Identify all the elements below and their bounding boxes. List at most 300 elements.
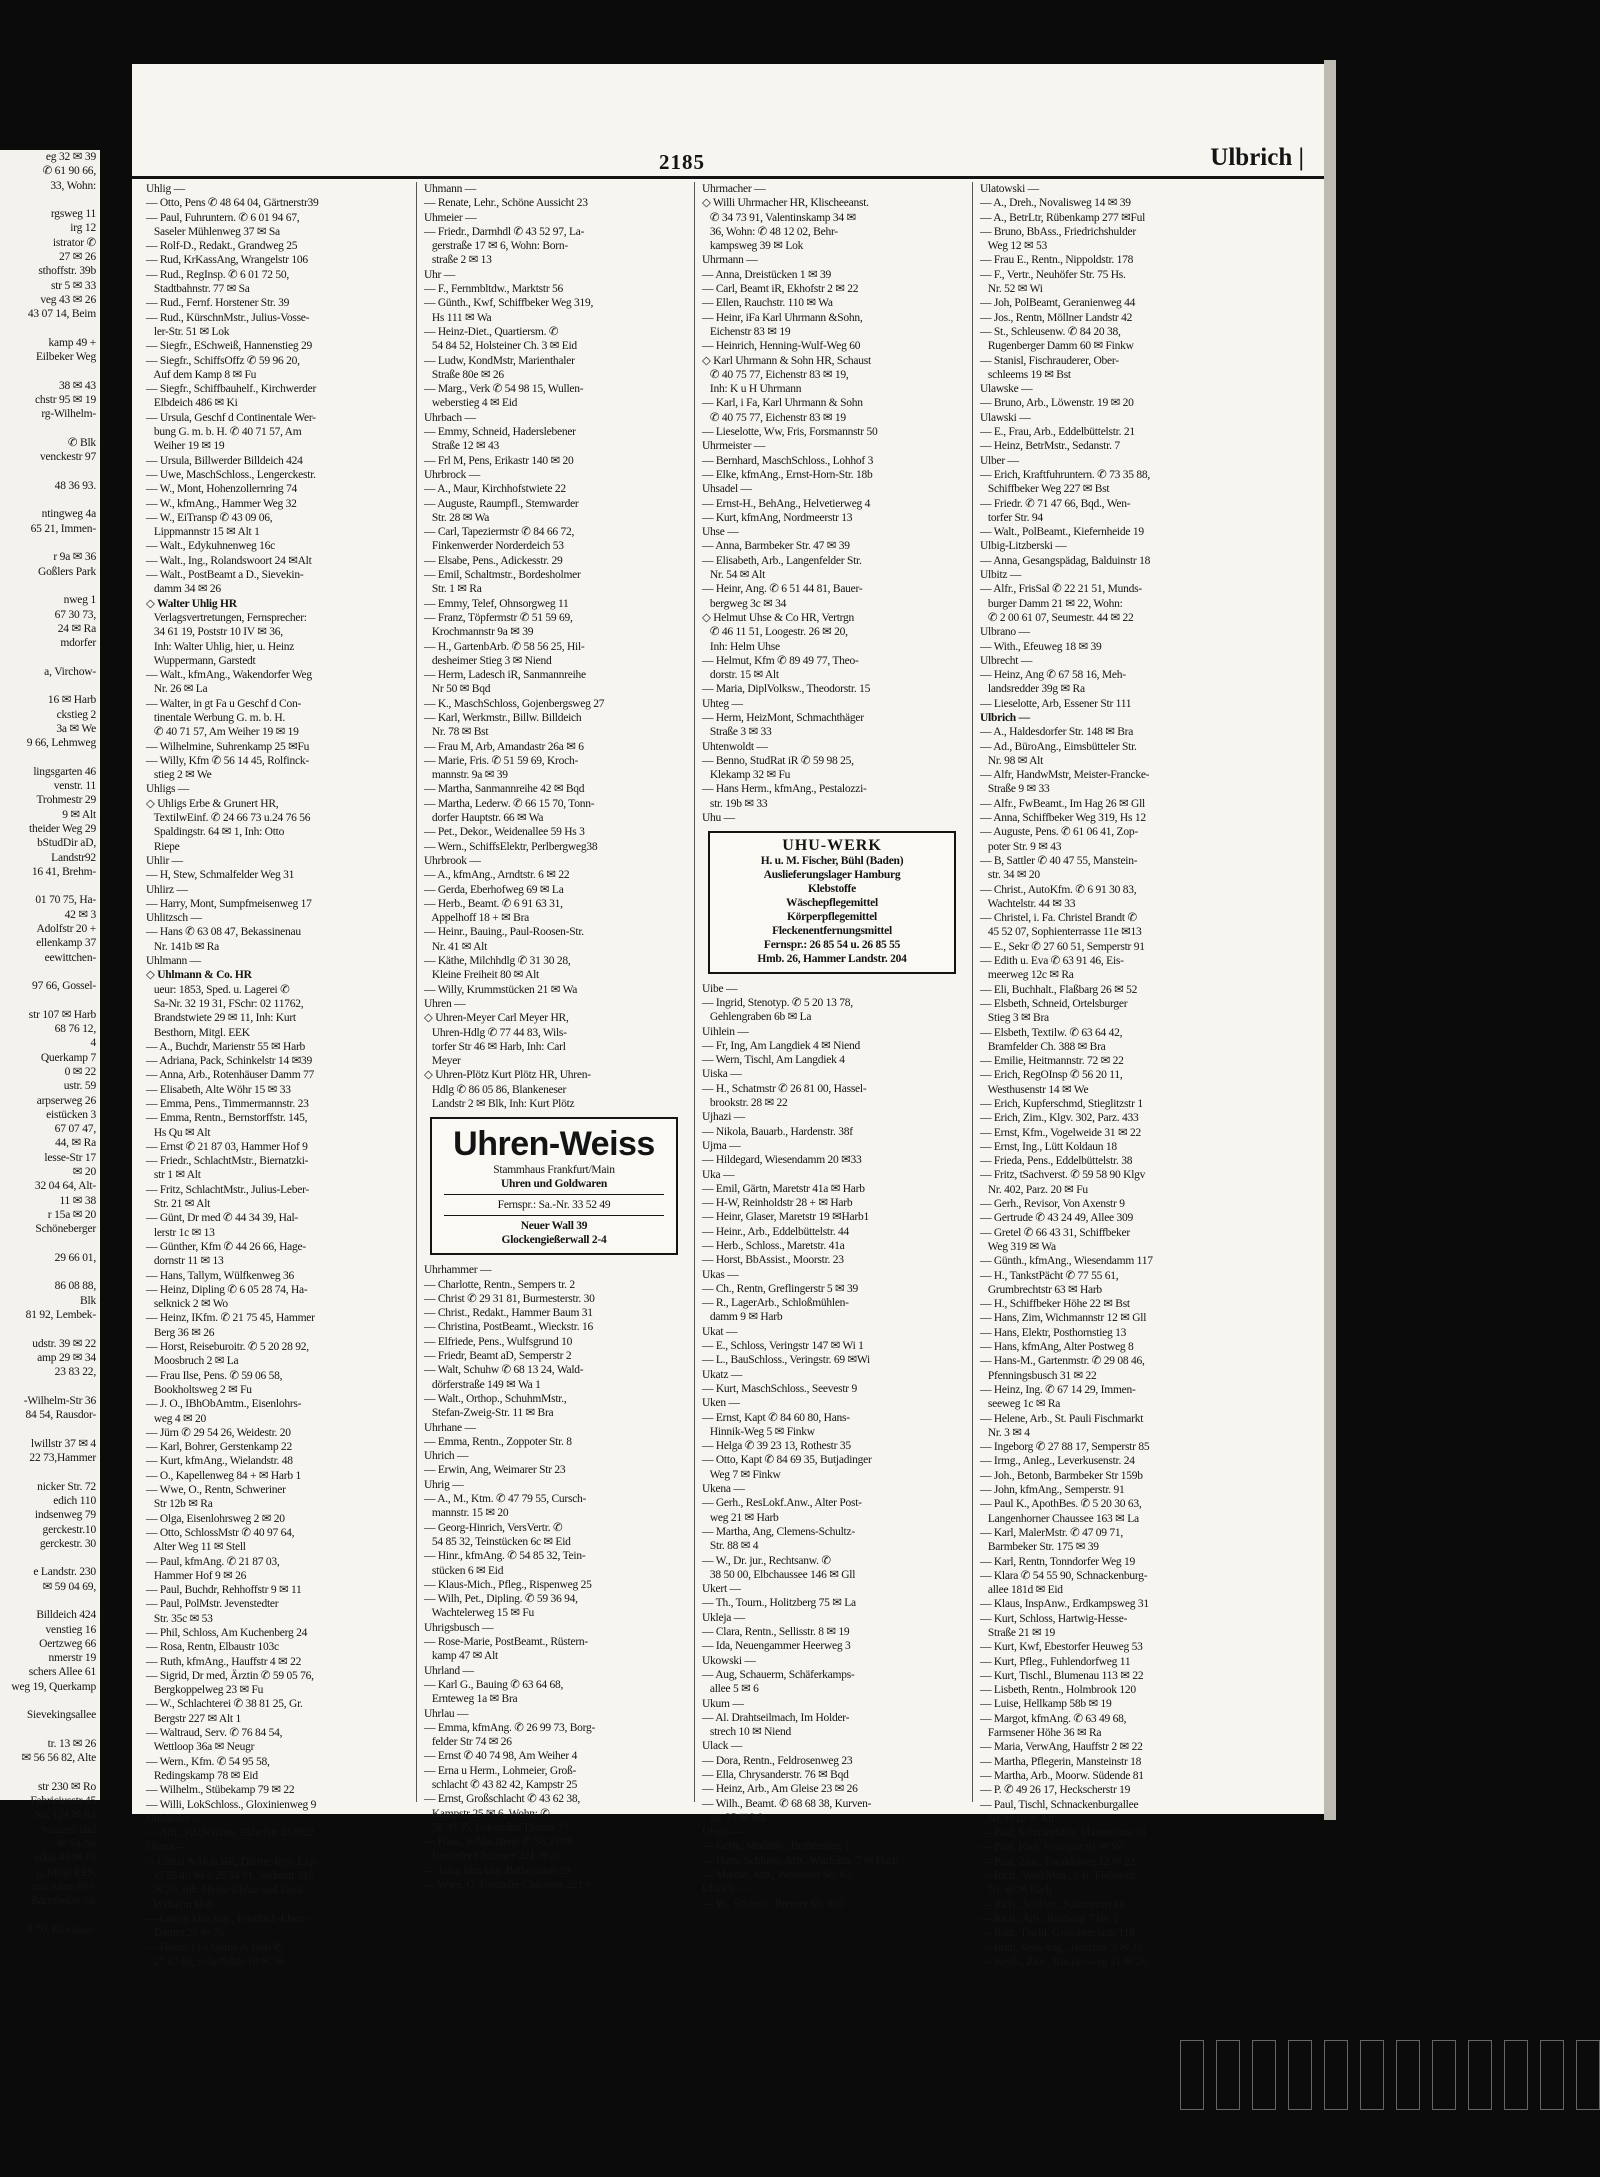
directory-entry: Saseler Mühlenweg 37 ✉ Sa bbox=[146, 225, 280, 238]
directory-entry: — Gertrude ✆ 43 24 49, Allee 309 bbox=[980, 1212, 1134, 1225]
directory-entry: — Walter, in gt Fa u Geschf d Con- bbox=[146, 697, 302, 710]
fragment-line: eistücken 3 bbox=[46, 1108, 96, 1121]
directory-entry: — Emmy, Telef, Ohnsorgweg 11 bbox=[424, 597, 569, 610]
fragment-line: 16 ✉ Harb bbox=[47, 694, 96, 707]
fragment-line: lingsgarten 46 bbox=[33, 765, 96, 778]
directory-entry: — Karl G., Bauing ✆ 63 64 68, bbox=[424, 1678, 564, 1691]
directory-entry: — Martha, Arb., Weimarer Str. 63 bbox=[702, 1869, 851, 1882]
directory-entry: — Sigrid, Dr med, Ärztin ✆ 59 05 76, bbox=[146, 1669, 314, 1682]
directory-entry: Schiffbeker Weg 227 ✉ Bst bbox=[980, 483, 1110, 496]
directory-entry: Hammer Hof 9 ✉ 26 bbox=[146, 1569, 247, 1582]
fragment-line: ✆ 61 90 66, bbox=[42, 165, 96, 178]
directory-entry: Ulbrecht — bbox=[980, 654, 1033, 667]
directory-entry: — Pet., Dekor., Weidenallee 59 Hs 3 bbox=[424, 826, 585, 839]
directory-entry: Uhr — bbox=[424, 268, 456, 281]
directory-entry: Nr. 54 ✉ Alt bbox=[702, 569, 766, 582]
directory-entry: — Ch., Rentn, Greflingerstr 5 ✉ 39 bbox=[702, 1282, 859, 1295]
directory-entry: Inh: Helm Uhse bbox=[702, 640, 780, 653]
directory-entry: ◇ Uhligs Erbe & Grunert HR, bbox=[146, 797, 279, 810]
directory-entry: — Fritz, SchlachtMstr., Julius-Leber- bbox=[146, 1183, 309, 1196]
directory-entry: — Helmut, Kfm ✆ 89 49 77, Theo- bbox=[702, 654, 859, 667]
fragment-line: veg 43 ✉ 26 bbox=[40, 293, 96, 306]
directory-entry: — Frau M, Arb, Amandastr 26a ✉ 6 bbox=[424, 740, 584, 753]
directory-entry: Alter Weg 11 ✉ Stell bbox=[146, 1541, 246, 1554]
directory-entry: — H., TankstPächt ✆ 77 55 61, bbox=[980, 1269, 1119, 1282]
directory-entry: Uhrmeister — bbox=[702, 440, 766, 453]
directory-entry: dörferstraße 149 ✉ Wa 1 bbox=[424, 1378, 541, 1391]
directory-entry: — Gretel ✆ 66 43 31, Schiffbeker bbox=[980, 1226, 1130, 1239]
directory-entry: — Rud., KürschnMstr., Julius-Vosse- bbox=[146, 311, 310, 324]
directory-entry: — Nikola, Bauarb., Hardenstr. 38f bbox=[702, 1125, 853, 1138]
directory-entry: Uhrich — bbox=[424, 1450, 469, 1463]
directory-entry: — Martha, Sanmannreihe 42 ✉ Bqd bbox=[424, 783, 585, 796]
directory-entry: — Willi, LokSchloss., Gloxinienweg 9 bbox=[146, 1798, 317, 1811]
fragment-line: 4 bbox=[90, 1037, 96, 1050]
directory-entry: Klekamp 32 ✉ Fu bbox=[702, 769, 791, 782]
directory-entry: — Elisabeth, Arb., Langenfelder Str. bbox=[702, 554, 862, 567]
directory-entry: — Friedr., Darmhdl ✆ 43 52 97, La- bbox=[424, 225, 585, 238]
directory-entry: Str. 28 ✉ Wa bbox=[424, 511, 490, 524]
directory-entry: Ukat — bbox=[702, 1325, 738, 1338]
scanner-tick bbox=[1540, 2040, 1564, 2110]
fragment-line: a, Virchow- bbox=[44, 665, 96, 678]
directory-entry: Weg 319 ✉ Wa bbox=[980, 1240, 1056, 1253]
directory-entry: Uhrhammer — bbox=[424, 1264, 492, 1277]
directory-entry: Bramfelder Ch. 388 ✉ Bra bbox=[980, 1040, 1106, 1053]
directory-entry: Uhrig — bbox=[424, 1478, 464, 1491]
directory-entry: — Paul, Kwf, Veringstr 91 ✉ Wi bbox=[980, 1841, 1125, 1854]
directory-entry: — Frau Ilse, Pens. ✆ 59 06 58, bbox=[146, 1369, 283, 1382]
directory-entry: — Herb., Beamt. ✆ 6 91 63 31, bbox=[424, 897, 563, 910]
directory-entry: — Al. Drahtseilmach, Im Holder- bbox=[702, 1711, 850, 1724]
directory-entry: Landstr 2 ✉ Blk, Inh: Kurt Plötz bbox=[424, 1098, 575, 1110]
fragment-line: 38 ✉ 43 bbox=[59, 379, 96, 392]
directory-entry: — Günth., kfmAng., Wiesendamm 117 bbox=[980, 1255, 1153, 1268]
directory-entry: kamp 47 ✉ Alt bbox=[424, 1650, 498, 1663]
directory-entry: — Jutta, kfmAng. Bethesdastr 29 bbox=[424, 1864, 571, 1877]
fragment-line bbox=[0, 422, 100, 436]
directory-entry: — Horst, BbAssist., Moorstr. 23 bbox=[702, 1254, 844, 1267]
directory-entry: Uhse — bbox=[702, 526, 739, 539]
scanner-tick bbox=[1432, 2040, 1456, 2110]
directory-entry: — Ruth, VerwAng., Hauffstr. 2 ✉ 22 bbox=[980, 1941, 1143, 1954]
directory-entry: — Ernst, Kapt ✆ 84 60 80, Hans- bbox=[702, 1411, 850, 1424]
fragment-line: theider Weg 29 bbox=[29, 822, 96, 835]
fragment-line: 23 83 22, bbox=[54, 1366, 96, 1379]
directory-entry: Uhlshöfer — bbox=[146, 1812, 204, 1825]
scanner-strip bbox=[0, 2040, 1600, 2110]
directory-entry: Nr. 98 ✉ Alt bbox=[980, 754, 1044, 767]
directory-entry: — W., Dr. jur., Rechtsanw. ✆ bbox=[702, 1554, 831, 1567]
directory-entry: Ulatowski — bbox=[980, 183, 1039, 195]
fragment-line bbox=[0, 536, 100, 550]
directory-entry: — Herb., Schloss., Maretstr. 41a bbox=[702, 1240, 845, 1252]
directory-entry: Nr 50 ✉ Bqd bbox=[424, 683, 491, 696]
directory-entry: Borsteler Chaussee 221 ✉ 20 bbox=[424, 1850, 561, 1863]
directory-entry: — Hans, Zim, Wichmannstr 12 ✉ Gll bbox=[980, 1312, 1147, 1325]
fragment-line: Adolfstr 20 + bbox=[36, 923, 96, 936]
directory-entry: — Ernst, Ing., Lütt Koldaun 18 bbox=[980, 1140, 1117, 1153]
ad-address: Hmb. 26, Hammer Landstr. 204 bbox=[757, 952, 907, 965]
directory-entry: Lippmannstr 15 ✉ Alt 1 bbox=[146, 526, 260, 539]
fragment-line: ✆ Blk bbox=[67, 436, 96, 449]
directory-entry: — Rud., Fernf. Horstener Str. 39 bbox=[146, 297, 290, 310]
directory-entry: — Paul K., ApothBes. ✆ 5 20 30 63, bbox=[980, 1498, 1142, 1511]
directory-entry: — Ingrid, Stenotyp. ✆ 5 20 13 78, bbox=[702, 996, 853, 1009]
directory-entry: — Walt, Schuhw ✆ 68 13 24, Wald- bbox=[424, 1364, 584, 1377]
fragment-line: Querkamp 7 bbox=[40, 1051, 96, 1064]
directory-entry: landsredder 39g ✉ Ra bbox=[980, 683, 1085, 696]
fragment-line bbox=[0, 1551, 100, 1565]
directory-page bbox=[132, 64, 1324, 1968]
advertisement-uhren-weiss bbox=[430, 1117, 678, 1255]
fragment-line: 3a ✉ We bbox=[56, 722, 96, 735]
fragment-line: ustr. 59 bbox=[63, 1080, 96, 1093]
directory-entry: — Siegfr., ESchweiß, Hannenstieg 29 bbox=[146, 340, 312, 353]
fragment-line: 9 66, Lehmweg bbox=[26, 737, 96, 750]
scanner-tick bbox=[1360, 2040, 1384, 2110]
directory-entry: — Jos., Rentn, Möllner Landstr 42 bbox=[980, 311, 1133, 324]
directory-entry: — Frl M, Pens, Erikastr 140 ✉ 20 bbox=[424, 454, 574, 467]
directory-entry: mannstr. 15 ✉ 20 bbox=[424, 1507, 509, 1520]
directory-entry: — Otto, SchlossMstr ✆ 40 97 64, bbox=[146, 1526, 295, 1539]
directory-entry: — Klaus-Mich., Pfleg., Rispenweg 25 bbox=[424, 1578, 592, 1591]
directory-entry: Hdlg ✆ 86 05 86, Blankeneser bbox=[424, 1083, 567, 1096]
directory-entry: — A., Haldesdorfer Str. 148 ✉ Bra bbox=[980, 726, 1134, 739]
fragment-line: irg 12 bbox=[70, 222, 96, 235]
directory-entry: Uhren — bbox=[424, 997, 466, 1010]
directory-entry: — E., Schloss, Veringstr 147 ✉ Wi 1 bbox=[702, 1340, 864, 1353]
directory-entry: poter Str. 9 ✉ 43 bbox=[980, 840, 1062, 853]
directory-entry: Meyer bbox=[424, 1055, 461, 1068]
ad-phone: Fernspr.: Sa.-Nr. 33 52 49 bbox=[497, 1199, 611, 1212]
directory-entry: — H-W, Reinholdstr 28 + ✉ Harb bbox=[702, 1197, 853, 1210]
directory-entry: — Walt., Orthop., SchuhmMstr., bbox=[424, 1392, 567, 1405]
directory-entry: — Emil, Schaltmstr., Bordesholmer bbox=[424, 569, 581, 582]
directory-entry: — Christel, i. Fa. Christel Brandt ✆ bbox=[980, 912, 1137, 925]
directory-entry: — Heinr, iFa Karl Uhrmann &Sohn, bbox=[702, 311, 863, 324]
directory-entry: Ulber — bbox=[980, 454, 1019, 467]
directory-entry: selknick 2 ✉ Wo bbox=[146, 1298, 228, 1311]
directory-entry: Nr. 78 ✉ Bst bbox=[424, 726, 489, 739]
directory-entry: — Erich, Zim., Klgv. 302, Parz. 433 bbox=[980, 1112, 1139, 1125]
ad-title: UHU-WERK bbox=[782, 837, 882, 855]
directory-entry: — Siegfr., SchiffsOffz ✆ 59 96 20, bbox=[146, 354, 300, 367]
fragment-line bbox=[0, 1322, 100, 1336]
fragment-line: 65 21, Immen- bbox=[30, 522, 96, 535]
directory-entry: Uhrbrock — bbox=[424, 468, 480, 481]
directory-entry: — Siegh., Zim., Rückersweg 21 ✉ 26 bbox=[980, 1955, 1147, 1968]
directory-entry: — Elsbeth, Textilw. ✆ 63 64 42, bbox=[980, 1026, 1123, 1039]
directory-entry: schleems 19 ✉ Bst bbox=[980, 368, 1071, 381]
directory-entry: — Herm, HeizMont, Schmachthäger bbox=[702, 711, 864, 724]
directory-entry: — Anna, Arb., Rotenhäuser Damm 77 bbox=[146, 1069, 315, 1082]
directory-entry: Straße 80e ✉ 26 bbox=[424, 368, 504, 381]
directory-entry: Uhrigsbusch — bbox=[424, 1621, 494, 1634]
directory-entry: Ukas — bbox=[702, 1268, 739, 1281]
directory-entry: 45 52 07, Sophienterrasse 11e ✉13 bbox=[980, 926, 1142, 939]
directory-entry: — Kurt, MaschSchloss., Seevestr 9 bbox=[702, 1382, 857, 1395]
directory-entry: Farmsener Höhe 36 ✉ Ra bbox=[980, 1727, 1102, 1740]
fragment-line: amp 29 ✉ 34 bbox=[37, 1351, 96, 1364]
directory-entry: ✆ 40 71 57, Am Weiher 19 ✉ 19 bbox=[146, 726, 299, 739]
directory-entry: — Emma, Pens., Timmermannstr. 23 bbox=[146, 1098, 309, 1110]
fragment-line bbox=[0, 650, 100, 664]
fragment-line: ellenkamp 37 bbox=[36, 937, 96, 950]
directory-entry: — Wilhelm., Stübekamp 79 ✉ 22 bbox=[146, 1784, 295, 1797]
scanner-tick bbox=[1396, 2040, 1420, 2110]
directory-entry: — Maria, DiplVolksw., Theodorstr. 15 bbox=[702, 683, 871, 696]
directory-entry: — Rich., WerkMstr., i. R. Flebbestr. bbox=[980, 1870, 1138, 1883]
directory-entry: Eichenstr 83 ✉ 19 bbox=[702, 325, 791, 338]
directory-entry: — Bruno, Arb., Löwenstr. 19 ✉ 20 bbox=[980, 397, 1134, 410]
fragment-line: 24 ✉ Ra bbox=[57, 622, 96, 635]
directory-entry: — Horst, Reiseburoitr. ✆ 5 20 28 92, bbox=[146, 1341, 309, 1354]
directory-entry: Besthorn, Mitgl. EEK bbox=[146, 1026, 250, 1039]
directory-entry: desheimer Stieg 3 ✉ Niend bbox=[424, 654, 552, 667]
column-2 bbox=[424, 182, 684, 1892]
directory-entry: Damm 26 ✉ 70 bbox=[146, 1927, 224, 1940]
directory-entry: Hinnik-Weg 5 ✉ Finkw bbox=[702, 1425, 815, 1438]
column-divider bbox=[694, 182, 695, 1802]
ad-separator bbox=[444, 1215, 664, 1216]
directory-entry: — W., kfmAng., Hammer Weg 32 bbox=[146, 497, 297, 510]
directory-entry: — Hinr., kfmAng. ✆ 54 85 32, Tein- bbox=[424, 1550, 586, 1563]
directory-entry: — Anna, Barmbeker Str. 47 ✉ 39 bbox=[702, 540, 850, 553]
directory-entry: TextilwEinf. ✆ 24 66 73 u.24 76 56 bbox=[146, 812, 311, 825]
fragment-line: -Wilhelm-Str 36 bbox=[23, 1394, 96, 1407]
directory-entry: — B, Sattler ✆ 40 47 55, Manstein- bbox=[980, 854, 1138, 867]
directory-entry: — A., kfmAng., Arndtstr. 6 ✉ 22 bbox=[424, 869, 570, 882]
fragment-line: 42 ✉ 3 bbox=[64, 908, 96, 921]
fragment-line: e Landstr. 230 bbox=[33, 1566, 96, 1579]
directory-entry: stücken 6 ✉ Eid bbox=[424, 1564, 504, 1577]
fragment-line: nicker Str. 72 bbox=[37, 1480, 96, 1493]
directory-entry: — Bruno, BbAss., Friedrichshulder bbox=[980, 225, 1136, 238]
directory-entry: — Friedr., SchlachtMstr., Biernatzki- bbox=[146, 1155, 309, 1168]
fragment-line: tr. 13 ✉ 26 bbox=[47, 1737, 96, 1750]
directory-entry: Uhu — bbox=[702, 812, 735, 825]
directory-entry: ◇ Willi Uhrmacher HR, Klischeeanst. bbox=[702, 197, 869, 210]
directory-entry: — Siegfr., Schiffbauhelf., Kirchwerder bbox=[146, 383, 317, 396]
directory-entry: — Georg, kfmAng., Friedrich-Ebert- bbox=[146, 1912, 308, 1925]
directory-entry: Ukleja — bbox=[702, 1611, 746, 1624]
directory-entry: — Bernhard, MaschSchloss., Lohhof 3 bbox=[702, 454, 874, 467]
fragment-line: 11 ✉ 38 bbox=[59, 1194, 96, 1207]
directory-entry: ✆ 2 00 61 07, Seumestr. 44 ✉ 22 bbox=[980, 611, 1134, 624]
directory-entry: — Emil, Gärtn, Maretstr 41a ✉ Harb bbox=[702, 1182, 865, 1195]
directory-entry: — H, Stew, Schmalfelder Weg 31 bbox=[146, 869, 295, 882]
directory-entry: Kleine Freiheit 80 ✉ Alt bbox=[424, 969, 539, 982]
directory-entry: — H., Schatmstr ✆ 26 81 00, Hassel- bbox=[702, 1082, 867, 1095]
directory-entry: Ularich — bbox=[702, 1883, 749, 1896]
directory-entry: Ulack — bbox=[702, 1740, 743, 1753]
directory-entry: — Kurt, Tischl., Blumenau 113 ✉ 22 bbox=[980, 1669, 1144, 1682]
directory-entry: — Emma, Rentn., Zoppoter Str. 8 bbox=[424, 1435, 572, 1448]
directory-entry: Berg 36 ✉ 26 bbox=[146, 1326, 215, 1339]
fragment-line bbox=[0, 364, 100, 378]
directory-entry: Uhlirz — bbox=[146, 883, 188, 896]
directory-entry: — Paul, Fuhruntern. ✆ 6 01 94 67, bbox=[146, 211, 300, 224]
directory-entry: Uka — bbox=[702, 1168, 735, 1181]
directory-entry: — Willy, Krummstücken 21 ✉ Wa bbox=[424, 983, 578, 996]
directory-entry: — Olga, Eisenlohrsweg 2 ✉ 20 bbox=[146, 1512, 285, 1525]
directory-entry: Gehlengraben 6b ✉ La bbox=[702, 1011, 812, 1024]
directory-entry: Uhrmacher — bbox=[702, 183, 766, 195]
directory-entry: — Paul, Zim., Ewaldsweg 12 ✉ 22 bbox=[980, 1855, 1135, 1868]
directory-entry: — Wilhelmine, Suhrenkamp 25 ✉Fu bbox=[146, 740, 310, 753]
directory-entry: Redingskamp 78 ✉ Eid bbox=[146, 1769, 258, 1782]
header-rule bbox=[132, 176, 1324, 179]
directory-entry: — J. O., IBhObAmtm., Eisenlohrs- bbox=[146, 1398, 302, 1411]
directory-entry: — Paul, Tischl, Schnackenburgallee bbox=[980, 1798, 1139, 1811]
directory-entry: — Erich, Kraftfuhruntern. ✆ 73 35 88, bbox=[980, 468, 1150, 481]
directory-entry: — W., Schlachterei ✆ 38 81 25, Gr. bbox=[146, 1698, 303, 1711]
directory-entry: — Emma, Rentn., Bernstorffstr. 145, bbox=[146, 1112, 308, 1125]
fragment-line: venstieg 16 bbox=[45, 1623, 96, 1636]
fragment-line bbox=[0, 994, 100, 1008]
directory-entry: Ulaga — bbox=[702, 1826, 743, 1839]
directory-entry: — Anna, Dreistücken 1 ✉ 39 bbox=[702, 268, 831, 281]
fragment-line: Goßlers Park bbox=[38, 565, 96, 578]
directory-entry: Langenhorner Chaussee 163 ✉ La bbox=[980, 1512, 1139, 1525]
fragment-line: nweg 1 bbox=[63, 594, 96, 607]
directory-entry: — Karl, MalerMstr. ✆ 47 09 71, bbox=[980, 1526, 1123, 1539]
directory-entry: — Martha, Lederw. ✆ 66 15 70, Tonn- bbox=[424, 797, 595, 810]
ad-address: Glockengießerwall 2-4 bbox=[501, 1234, 607, 1247]
fragment-line: kamp 49 + bbox=[48, 336, 96, 349]
column-3 bbox=[702, 182, 962, 1910]
directory-entry: — Stanisl, Fischrauderer, Ober- bbox=[980, 354, 1119, 367]
directory-entry: — Hans Herm., kfmAng., Pestalozzi- bbox=[702, 783, 867, 796]
fragment-line: 27 ✉ 26 bbox=[59, 251, 96, 264]
directory-entry: Bergstr 227 ✉ Alt 1 bbox=[146, 1712, 241, 1725]
fragment-line bbox=[0, 1766, 100, 1780]
fragment-line: Sievekingsallee bbox=[26, 1709, 96, 1722]
directory-entry: — Wern, Tischl, Am Langdiek 4 bbox=[702, 1054, 845, 1067]
directory-entry: — Ella, Chrysanderstr. 76 ✉ Bqd bbox=[702, 1768, 849, 1781]
directory-entry: Wuppermann, Garstedt bbox=[146, 654, 256, 667]
fragment-line: 67 30 73, bbox=[54, 608, 96, 621]
directory-entry: — Fr, Ing, Am Langdiek 4 ✉ Niend bbox=[702, 1039, 861, 1052]
directory-entry: — Ernst ✆ 21 87 03, Hammer Hof 9 bbox=[146, 1140, 308, 1153]
directory-entry: — Rich., Arb., Rostweg 7 Hs. 1 bbox=[980, 1912, 1120, 1925]
fragment-line: gerckestr.10 bbox=[42, 1523, 96, 1536]
directory-entry: Uhrmann — bbox=[702, 254, 758, 267]
directory-entry: — Carl, Beamt iR, Ekhofstr 2 ✉ 22 bbox=[702, 283, 859, 296]
directory-entry: Finkenwerder Norderdeich 53 bbox=[424, 540, 564, 553]
fragment-line: Eilbeker Weg bbox=[35, 351, 96, 364]
directory-entry: — Klara ✆ 54 55 90, Schnackenburg- bbox=[980, 1569, 1148, 1582]
directory-entry: allee 5 ✉ 6 bbox=[702, 1683, 759, 1696]
directory-entry: kampsweg 39 ✉ Lok bbox=[702, 240, 804, 253]
fragment-line bbox=[0, 1694, 100, 1708]
directory-entry: ◇ Uhma & Hoh HR, Därme-Imp. Exp. bbox=[146, 1855, 318, 1868]
directory-entry: — Heinz-Diet., Quartiersm. ✆ bbox=[424, 325, 559, 338]
scanner-tick bbox=[1324, 2040, 1348, 2110]
directory-entry: — Willy, Kfm ✆ 56 14 45, Rolfinck- bbox=[146, 754, 309, 767]
directory-entry: — H., Schiffbeker Höhe 22 ✉ Bst bbox=[980, 1298, 1130, 1311]
directory-entry: Elbdeich 486 ✉ Ki bbox=[146, 397, 238, 410]
directory-entry: — Karl, Werkmstr., Billw. Billdeich bbox=[424, 711, 582, 724]
directory-entry: — Kurt, Schloss, Hartwig-Hesse- bbox=[980, 1612, 1128, 1625]
fragment-line: Oertzweg 66 bbox=[39, 1637, 96, 1650]
directory-entry: Uhteg — bbox=[702, 697, 743, 710]
directory-entry: Straße 9 ✉ 33 bbox=[980, 783, 1050, 796]
directory-entry: Inh: Walter Uhlig, hier, u. Heinz bbox=[146, 640, 295, 653]
directory-entry: 34 61 19, Poststr 10 IV ✉ 36, bbox=[146, 626, 283, 639]
fragment-line: ✉ Sa-Nr bbox=[57, 1838, 96, 1851]
directory-entry: Str. 35c ✉ 53 bbox=[146, 1612, 213, 1625]
directory-entry: — Joh, PolBeamt, Geranienweg 44 bbox=[980, 297, 1136, 310]
directory-entry: — Otto, Kapt ✆ 84 69 35, Butjadinger bbox=[702, 1454, 872, 1467]
directory-entry: allee 181d ✉ Eid bbox=[980, 1584, 1063, 1597]
directory-entry: — Lieselotte, Ww, Fris, Forsmannstr 50 bbox=[702, 426, 878, 439]
directory-entry: dorstr. 15 ✉ Alt bbox=[702, 669, 779, 682]
directory-entry: damm 9 ✉ Harb bbox=[702, 1311, 783, 1324]
directory-entry: — Heinz, Arb., Am Gleise 23 ✉ 26 bbox=[702, 1783, 858, 1796]
directory-entry: — Karl, Rentn, Tonndorfer Weg 19 bbox=[980, 1555, 1135, 1568]
directory-entry: — Paul, kfmAng. ✆ 21 87 03, bbox=[146, 1555, 280, 1568]
directory-entry: — Kurt, kfmAng., Wielandstr. 48 bbox=[146, 1455, 293, 1468]
directory-entry: — Uwe, MaschSchloss., Lengerckestr. bbox=[146, 468, 316, 481]
directory-entry: Uhlir — bbox=[146, 854, 183, 867]
directory-entry: — Aug, Schauerm, Schäferkamps- bbox=[702, 1668, 855, 1681]
fragment-line: Fabriciusstr 45 bbox=[30, 1795, 96, 1808]
directory-entry: ✆ 40 75 77, Eichenstr 83 ✉ 19 bbox=[702, 411, 846, 424]
directory-entry: — Paul, Buchdr, Rehhoffstr 9 ✉ 11 bbox=[146, 1584, 302, 1597]
directory-entry: str. 19b ✉ 33 bbox=[702, 797, 768, 810]
directory-entry: Nr. 52 ✉ Wi bbox=[980, 283, 1043, 296]
directory-entry: tinentale Werbung G. m. b. H. bbox=[146, 711, 286, 724]
directory-entry: — Auguste, Pens. ✆ 61 06 41, Zop- bbox=[980, 826, 1138, 839]
directory-entry: Weg 12 ✉ 53 bbox=[980, 240, 1047, 253]
fragment-line bbox=[0, 193, 100, 207]
fragment-line: 16 41, Brehm- bbox=[31, 865, 96, 878]
fragment-line: 44, ✉ Ra bbox=[55, 1137, 96, 1150]
directory-entry: — Walt., Ing., Rolandswoort 24 ✉Alt bbox=[146, 554, 312, 567]
directory-entry: Stieg 3 ✉ Bra bbox=[980, 1012, 1049, 1025]
directory-entry: — W., Schloss., Bremer Str. 105 bbox=[702, 1897, 844, 1910]
directory-entry: weg 4 ✉ 20 bbox=[146, 1412, 207, 1425]
directory-entry: torfer Str. 94 bbox=[980, 511, 1043, 524]
directory-entry: Uiska — bbox=[702, 1068, 742, 1081]
directory-entry: — Hans ✆ 63 08 47, Bekassinenau bbox=[146, 926, 301, 939]
directory-entry: — Hans, Tallym, Wülfkenweg 36 bbox=[146, 1269, 295, 1282]
directory-entry: — Anna, Schiffbeker Weg 319, Hs 12 bbox=[980, 812, 1146, 825]
directory-entry: weg 21 ✉ Harb bbox=[702, 1511, 779, 1524]
scanner-tick bbox=[1576, 2040, 1600, 2110]
directory-entry: — Irmg., Anleg., Leverkusenstr. 24 bbox=[980, 1455, 1135, 1468]
directory-entry: 54 84 52, Holsteiner Ch. 3 ✉ Eid bbox=[424, 340, 577, 353]
directory-entry: — Emilie, Heitmannstr. 72 ✉ 22 bbox=[980, 1055, 1124, 1068]
directory-entry: Straße 3 ✉ 33 bbox=[702, 726, 772, 739]
fragment-line: 29 66 01, bbox=[54, 1251, 96, 1264]
directory-entry: Nr. 141b ✉ Ra bbox=[146, 940, 220, 953]
directory-entry: Ernteweg 1a ✉ Bra bbox=[424, 1693, 518, 1706]
directory-entry: Bookholtsweg 2 ✉ Fu bbox=[146, 1383, 252, 1396]
directory-entry: 58 39 35, Lokstedter Damm 27 bbox=[424, 1821, 569, 1834]
directory-entry: — Heinz, Dipling ✆ 6 05 28 74, Ha- bbox=[146, 1283, 308, 1296]
fragment-line: str 5 ✉ 33 bbox=[50, 279, 96, 292]
directory-entry: — Erwin, Ang, Weimarer Str 23 bbox=[424, 1464, 566, 1477]
scanner-tick bbox=[1180, 2040, 1204, 2110]
directory-entry: — Wilh., Beamt. ✆ 68 68 38, Kurven- bbox=[702, 1797, 872, 1810]
ad-address: Neuer Wall 39 bbox=[520, 1220, 588, 1233]
directory-entry: — Rosa, Rentn, Elbaustr 103c bbox=[146, 1641, 279, 1654]
directory-entry: — Klaus, InspAnw., Erdkampsweg 31 bbox=[980, 1598, 1149, 1611]
fragment-line bbox=[0, 1465, 100, 1479]
